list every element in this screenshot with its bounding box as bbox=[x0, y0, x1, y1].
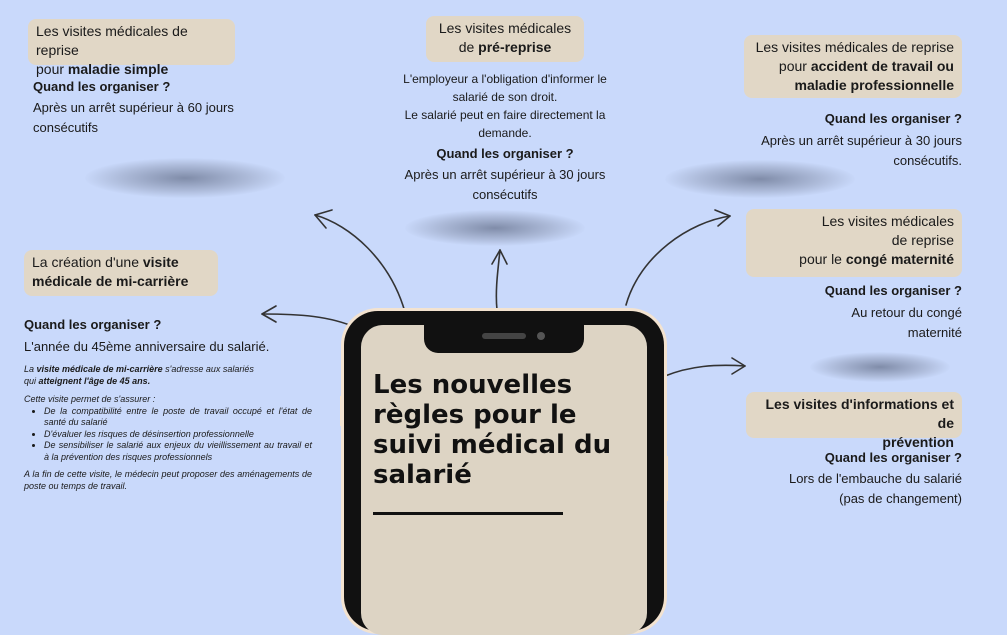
tag-line: Les visites médicales bbox=[821, 213, 954, 229]
answer-text bbox=[742, 303, 962, 343]
tag-bold-text: pré-reprise bbox=[478, 39, 552, 55]
description-line: demande. bbox=[478, 126, 532, 140]
description-line: salarié de son droit. bbox=[452, 90, 558, 104]
tag-line bbox=[752, 57, 954, 76]
tag-text: pour le bbox=[799, 251, 846, 267]
conclusion-text: A la fin de cette visite, le médecin peut proposer des aménagements de poste ou temps de travail. bbox=[24, 469, 312, 491]
tag-bold-text: congé maternité bbox=[845, 251, 954, 267]
tag-text: pour bbox=[36, 61, 68, 77]
arrowhead bbox=[315, 210, 332, 228]
tag-line bbox=[32, 253, 210, 272]
tag-line bbox=[36, 60, 227, 79]
mi-carriere-details bbox=[24, 364, 312, 492]
tag-line: médicale de mi-carrière bbox=[32, 273, 189, 289]
phone-speaker bbox=[482, 333, 526, 339]
tag-line: Les visites médicales de reprise bbox=[36, 23, 188, 58]
list-item: • De la compatibilité entre le poste de travail occupé et l'état de santé du salarié bbox=[44, 406, 312, 429]
answer-line: Après un arrêt supérieur à 60 jours bbox=[33, 100, 234, 115]
title-line: salarié bbox=[373, 460, 472, 490]
tag-conge-maternite bbox=[746, 209, 962, 277]
tag-line: Les visites d'informations et de bbox=[765, 396, 954, 431]
arrow-to-pre-reprise bbox=[496, 250, 500, 310]
intro-paragraph bbox=[24, 364, 312, 387]
tag-text: La création d'une bbox=[32, 254, 143, 270]
tag-bold-text: accident de travail ou bbox=[810, 58, 954, 74]
answer-line: consécutifs. bbox=[893, 153, 962, 168]
answer-line: (pas de changement) bbox=[839, 491, 962, 506]
answer-line: Lors de l'embauche du salarié bbox=[788, 471, 962, 486]
tag-mi-carriere bbox=[24, 250, 218, 296]
tag-line: prévention bbox=[882, 434, 954, 450]
question-heading: Quand les organiser ? bbox=[436, 146, 574, 161]
tag-text: de bbox=[458, 39, 479, 55]
phone-camera bbox=[537, 332, 545, 340]
purpose-text: Cette visite permet de s'assurer : bbox=[24, 394, 156, 404]
phone-side-button bbox=[664, 456, 668, 501]
phone-side-button bbox=[340, 396, 344, 426]
tag-reprise-maladie-simple bbox=[28, 19, 235, 77]
tag-bold-text: maladie simple bbox=[67, 61, 169, 77]
tag-text: pour bbox=[778, 58, 811, 74]
answer-text bbox=[385, 165, 625, 205]
answer-text bbox=[742, 131, 962, 171]
title-line: suivi médical du bbox=[373, 430, 612, 460]
tag-line: Les visites médicales bbox=[438, 20, 572, 36]
arrow-to-reprise-simple bbox=[315, 215, 405, 312]
description-text bbox=[385, 70, 625, 142]
answer-text: L'année du 45ème anniversaire du salarié. bbox=[24, 339, 270, 354]
answer-line: consécutifs bbox=[472, 187, 538, 202]
intro-text: s'adresse aux salariés bbox=[162, 364, 254, 374]
question-heading: Quand les organiser ? bbox=[33, 79, 171, 94]
title-line: règles pour le bbox=[373, 400, 577, 430]
description-line: L'employeur a l'obligation d'informer le bbox=[403, 72, 607, 86]
list-item: • D'évaluer les risques de désinsertion professionnelle bbox=[44, 429, 312, 441]
purpose-list bbox=[24, 406, 312, 464]
arrow-to-mi-carriere bbox=[262, 314, 357, 328]
description-line: Le salarié peut en faire directement la bbox=[404, 108, 606, 122]
question-heading: Quand les organiser ? bbox=[824, 111, 962, 126]
intro-text: qui bbox=[24, 375, 39, 386]
main-title bbox=[373, 370, 633, 490]
question-heading: Quand les organiser ? bbox=[24, 317, 162, 332]
answer-line: consécutifs bbox=[33, 120, 99, 135]
intro-bold-text: visite médicale de mi-carrière bbox=[36, 364, 163, 374]
question-heading: Quand les organiser ? bbox=[824, 450, 962, 465]
answer-line: Après un arrêt supérieur à 30 jours bbox=[404, 167, 606, 182]
answer-text bbox=[742, 469, 962, 509]
tag-line: Les visites médicales de reprise bbox=[755, 39, 954, 55]
tag-line bbox=[434, 38, 576, 57]
answer-line: Après un arrêt supérieur à 30 jours bbox=[761, 133, 962, 148]
tag-pre-reprise bbox=[426, 16, 584, 62]
intro-text: La bbox=[24, 364, 37, 374]
answer-text bbox=[33, 98, 273, 138]
tag-line bbox=[754, 250, 954, 269]
question-heading: Quand les organiser ? bbox=[824, 283, 962, 298]
answer-line: Au retour du congé bbox=[851, 305, 962, 320]
title-underline bbox=[373, 512, 563, 515]
tag-information-prevention bbox=[746, 392, 962, 450]
title-line: Les nouvelles bbox=[373, 370, 573, 400]
intro-bold-text: atteignent l'âge de 45 ans. bbox=[38, 375, 151, 386]
tag-accident-travail bbox=[744, 35, 962, 98]
list-item: • De sensibiliser le salarié aux enjeux du vieillissement au travail et à la prévention des risques professionnels bbox=[44, 440, 312, 463]
answer-line: maternité bbox=[907, 325, 962, 340]
tag-bold-text: visite bbox=[142, 254, 179, 270]
tag-line: maladie professionnelle bbox=[794, 77, 954, 93]
tag-line: de reprise bbox=[891, 232, 954, 248]
arrow-to-maternite bbox=[665, 365, 745, 376]
arrow-to-accident bbox=[626, 216, 730, 305]
